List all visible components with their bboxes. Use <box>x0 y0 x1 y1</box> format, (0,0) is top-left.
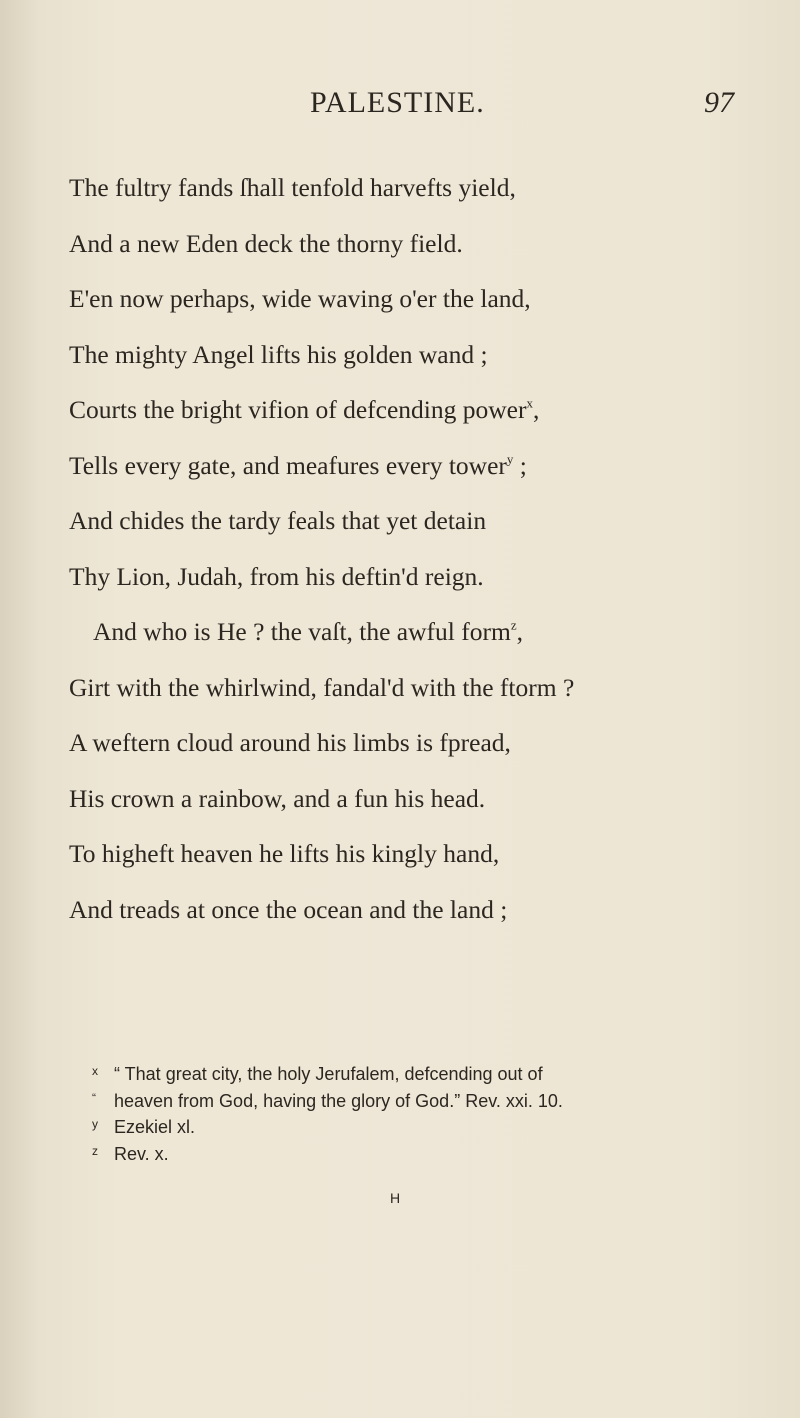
footnote-mark: y <box>92 1117 98 1131</box>
verse-line: The mighty Angel lifts his golden wand ; <box>69 339 488 369</box>
verse-line: A weftern cloud around his limbs is fpread, <box>69 728 511 757</box>
footnotes <box>92 1058 752 1164</box>
verse-line: E'en now perhaps, wide waving o'er the land, <box>69 284 531 313</box>
verse-line: Courts the bright vifion of defcending power$^x$, <box>69 395 540 424</box>
verse-line: And a new Eden deck the thorny field. <box>69 228 463 258</box>
verse-line: And who is He ? the vaſt, the awful form$^z$, <box>93 617 523 646</box>
footnote-ref: y <box>506 451 514 467</box>
footnote: x “ That great city, the holy Jerufalem, defcending out of <box>92 1058 752 1085</box>
footnote-mark: “ <box>92 1090 96 1105</box>
footnote-ref: z <box>510 617 517 633</box>
verse-line: Tells every gate, and meafures every tower$^y$ ; <box>69 450 527 480</box>
footnote: y Ezekiel xl. <box>92 1111 752 1138</box>
footnote-ref: x <box>526 395 533 411</box>
footnote-mark: x <box>92 1064 98 1078</box>
verse-line: Girt with the whirlwind, fandal'd with the ftorm ? <box>69 672 575 702</box>
page-number: 97 <box>704 86 734 119</box>
signature-mark: H <box>390 1190 401 1206</box>
running-title: PALESTINE. <box>310 86 485 119</box>
verse-block <box>69 160 749 937</box>
footnote: “ heaven from God, having the glory of God.” Rev. xxi. 10. <box>92 1085 752 1112</box>
verse-line: To higheft heaven he lifts his kingly hand, <box>69 839 500 868</box>
verse-line: And chides the tardy feals that yet detain <box>69 506 487 535</box>
verse-line: Thy Lion, Judah, from his deftin'd reign. <box>69 561 484 591</box>
verse-line: The fultry fands ſhall tenfold harvefts yield, <box>69 173 516 202</box>
verse-line: And treads at once the ocean and the land ; <box>69 894 508 924</box>
page-header <box>0 86 800 130</box>
verse-line: His crown a rainbow, and a fun his head. <box>69 783 486 813</box>
footnote: z Rev. x. <box>92 1138 752 1165</box>
footnote-mark: z <box>92 1143 98 1158</box>
